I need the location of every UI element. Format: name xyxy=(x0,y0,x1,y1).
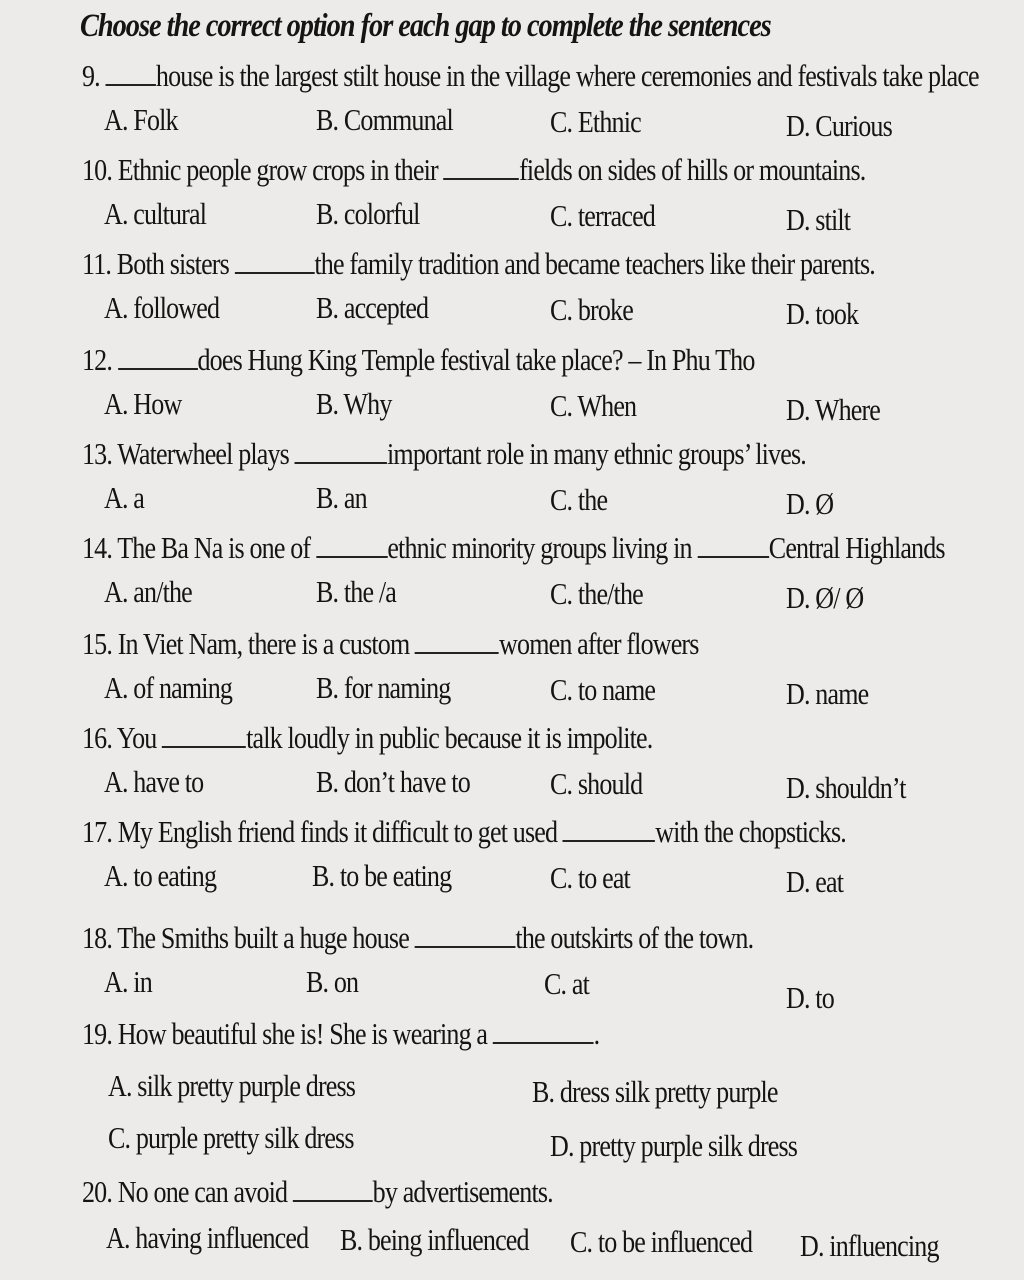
question-13 xyxy=(0,436,1024,532)
question-stem xyxy=(82,814,846,850)
question-stem xyxy=(82,246,875,282)
option-b[interactable]: B. Why xyxy=(316,386,392,421)
question-stem xyxy=(82,342,755,378)
option-a[interactable]: A. Folk xyxy=(104,102,178,137)
option-a[interactable]: A. followed xyxy=(104,290,220,325)
answer-gap[interactable] xyxy=(443,154,519,180)
option-d[interactable]: D. eat xyxy=(786,864,844,899)
question-12 xyxy=(0,342,1024,438)
option-a[interactable]: A. in xyxy=(104,964,152,999)
question-15 xyxy=(0,626,1024,722)
question-text-after-gap: . xyxy=(593,1016,600,1051)
option-b[interactable]: B. on xyxy=(306,964,359,999)
option-d[interactable]: D. Ø xyxy=(786,486,834,521)
question-20 xyxy=(0,1174,1024,1270)
option-c[interactable]: C. the xyxy=(550,482,608,517)
question-text-middle: ethnic minority groups living in xyxy=(387,530,692,565)
question-number: 16. xyxy=(82,720,113,755)
option-a[interactable]: A. cultural xyxy=(104,196,207,231)
option-d[interactable]: D. Curious xyxy=(786,108,892,143)
question-number: 11. xyxy=(82,246,112,281)
answer-gap[interactable] xyxy=(118,344,198,370)
question-stem xyxy=(82,152,865,188)
option-c[interactable]: C. to eat xyxy=(550,860,630,895)
question-number: 14. xyxy=(82,530,113,565)
option-d[interactable]: D. shouldn’t xyxy=(786,770,906,805)
question-stem xyxy=(82,1016,599,1052)
option-b[interactable]: B. colorful xyxy=(316,196,420,231)
option-d[interactable]: D. took xyxy=(786,296,859,331)
answer-gap[interactable] xyxy=(415,628,499,654)
question-text-after-gap: the outskirts of the town. xyxy=(515,920,754,955)
option-b[interactable]: B. don’t have to xyxy=(316,764,470,799)
question-text-after-gap: the family tradition and became teachers like their parents. xyxy=(314,246,875,281)
question-17 xyxy=(0,814,1024,910)
question-stem xyxy=(82,436,806,472)
question-19 xyxy=(0,1016,1024,1176)
option-d[interactable]: D. stilt xyxy=(786,202,851,237)
option-c[interactable]: C. purple pretty silk dress xyxy=(108,1120,354,1155)
option-a[interactable]: A. to eating xyxy=(104,858,217,893)
question-text: How beautiful she is! She is wearing a xyxy=(117,1016,488,1051)
answer-gap[interactable] xyxy=(415,922,516,948)
option-d[interactable]: D. influencing xyxy=(800,1228,939,1263)
question-9 xyxy=(0,58,1024,154)
question-number: 13. xyxy=(82,436,113,471)
question-stem xyxy=(82,58,979,94)
question-stem xyxy=(82,530,945,566)
question-text-after-gap: talk loudly in public because it is impolite. xyxy=(246,720,653,755)
worksheet-title: Choose the correct option for each gap to complete the sentences xyxy=(80,8,771,44)
answer-gap[interactable] xyxy=(235,248,315,274)
option-d[interactable]: D. to xyxy=(786,980,834,1015)
option-a[interactable]: A. silk pretty purple dress xyxy=(108,1068,356,1103)
answer-gap-2[interactable] xyxy=(697,532,768,558)
question-18 xyxy=(0,920,1024,1016)
question-text-after-gap: by advertisements. xyxy=(372,1174,553,1209)
option-b[interactable]: B. to be eating xyxy=(312,858,452,893)
question-text-after-gap: with the chopsticks. xyxy=(655,814,846,849)
option-c[interactable]: C. the/the xyxy=(550,576,643,611)
question-number: 10. xyxy=(82,152,113,187)
question-number: 17. xyxy=(82,814,113,849)
question-text-end: Central Highlands xyxy=(768,530,945,565)
question-number: 9. xyxy=(82,58,100,93)
question-text: house is the largest stilt house in the village where ceremonies and festivals take place xyxy=(155,58,979,93)
option-c[interactable]: C. to name xyxy=(550,672,656,707)
question-11 xyxy=(0,246,1024,342)
answer-gap[interactable] xyxy=(493,1018,594,1044)
option-b[interactable]: B. for naming xyxy=(316,670,451,705)
question-text: does Hung King Temple festival take place? – In Phu Tho xyxy=(197,342,755,377)
question-number: 20. xyxy=(82,1174,113,1209)
question-text-after-gap: fields on sides of hills or mountains. xyxy=(519,152,866,187)
question-text: Waterwheel plays xyxy=(117,436,289,471)
question-10 xyxy=(0,152,1024,248)
answer-gap-1[interactable] xyxy=(316,532,387,558)
question-16 xyxy=(0,720,1024,816)
answer-gap[interactable] xyxy=(293,1176,373,1202)
question-stem xyxy=(82,920,753,956)
question-stem xyxy=(82,1174,553,1210)
question-14 xyxy=(0,530,1024,626)
option-c[interactable]: C. at xyxy=(544,966,589,1001)
option-b[interactable]: B. accepted xyxy=(316,290,429,325)
option-c[interactable]: C. should xyxy=(550,766,643,801)
option-b[interactable]: B. an xyxy=(316,480,367,515)
option-a[interactable]: A. of naming xyxy=(104,670,233,705)
option-c[interactable]: C. terraced xyxy=(550,198,655,233)
question-text: The Ba Na is one of xyxy=(117,530,311,565)
question-number: 18. xyxy=(82,920,113,955)
question-number: 12. xyxy=(82,342,113,377)
option-d[interactable]: D. Ø/ Ø xyxy=(786,580,864,615)
answer-gap[interactable] xyxy=(106,60,156,86)
option-d[interactable]: D. Where xyxy=(786,392,881,427)
question-text: You xyxy=(116,720,157,755)
question-text: My English friend finds it difficult to get used xyxy=(117,814,558,849)
question-text: No one can avoid xyxy=(117,1174,288,1209)
option-a[interactable]: A. an/the xyxy=(104,574,192,609)
option-d[interactable]: D. name xyxy=(786,676,869,711)
option-b[interactable]: B. dress silk pretty purple xyxy=(532,1074,778,1109)
question-text-after-gap: important role in many ethnic groups’ lives. xyxy=(387,436,806,471)
option-c[interactable]: C. to be influenced xyxy=(570,1224,753,1259)
question-text-after-gap: women after flowers xyxy=(499,626,699,661)
question-text: The Smiths built a huge house xyxy=(117,920,409,955)
option-c[interactable]: C. broke xyxy=(550,292,633,327)
option-b[interactable]: B. being influenced xyxy=(340,1222,529,1257)
question-stem xyxy=(82,720,652,756)
question-text: Both sisters xyxy=(116,246,229,281)
option-a[interactable]: A. a xyxy=(104,480,145,515)
option-b[interactable]: B. the /a xyxy=(316,574,396,609)
option-c[interactable]: C. Ethnic xyxy=(550,104,641,139)
option-b[interactable]: B. Communal xyxy=(316,102,453,137)
answer-gap[interactable] xyxy=(162,722,246,748)
option-a[interactable]: A. having influenced xyxy=(106,1220,309,1255)
question-number: 19. xyxy=(82,1016,113,1051)
question-text: Ethnic people grow crops in their xyxy=(117,152,438,187)
option-a[interactable]: A. have to xyxy=(104,764,204,799)
question-stem xyxy=(82,626,699,662)
question-text: In Viet Nam, there is a custom xyxy=(117,626,410,661)
question-number: 15. xyxy=(82,626,113,661)
option-a[interactable]: A. How xyxy=(104,386,182,421)
option-d[interactable]: D. pretty purple silk dress xyxy=(550,1128,798,1163)
answer-gap[interactable] xyxy=(563,816,655,842)
answer-gap[interactable] xyxy=(295,438,387,464)
option-c[interactable]: C. When xyxy=(550,388,637,423)
